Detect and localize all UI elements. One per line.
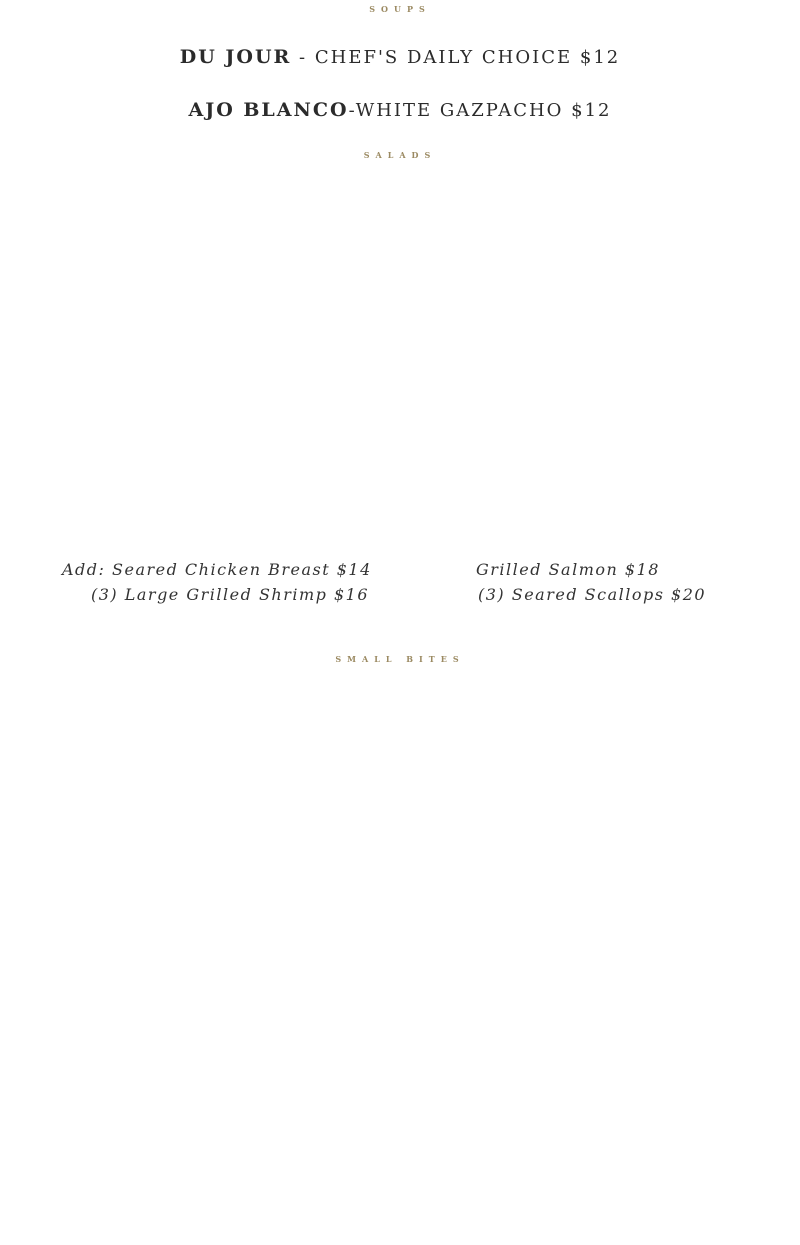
section-heading-salads: SALADS [363, 150, 437, 160]
menu-item-ajo-blanco [0, 99, 800, 121]
item-name: DU JOUR [179, 46, 292, 68]
item-name: AJO BLANCO [188, 99, 349, 121]
item-description: CHEF'S DAILY CHOICE $12 [314, 47, 621, 68]
addon-option: Add: Seared Chicken Breast $14 [62, 560, 372, 579]
item-separator: - [348, 100, 356, 121]
addon-option: Grilled Salmon $18 [476, 560, 660, 579]
addon-option: (3) Seared Scallops $20 [478, 585, 707, 604]
addon-option: (3) Large Grilled Shrimp $16 [91, 585, 370, 604]
item-description: WHITE GAZPACHO $12 [355, 100, 612, 121]
menu-item-du-jour [0, 46, 800, 68]
item-separator: - [291, 47, 315, 68]
section-heading-soups: SOUPS [369, 4, 431, 14]
section-heading-small-bites: SMALL BITES [335, 654, 465, 664]
